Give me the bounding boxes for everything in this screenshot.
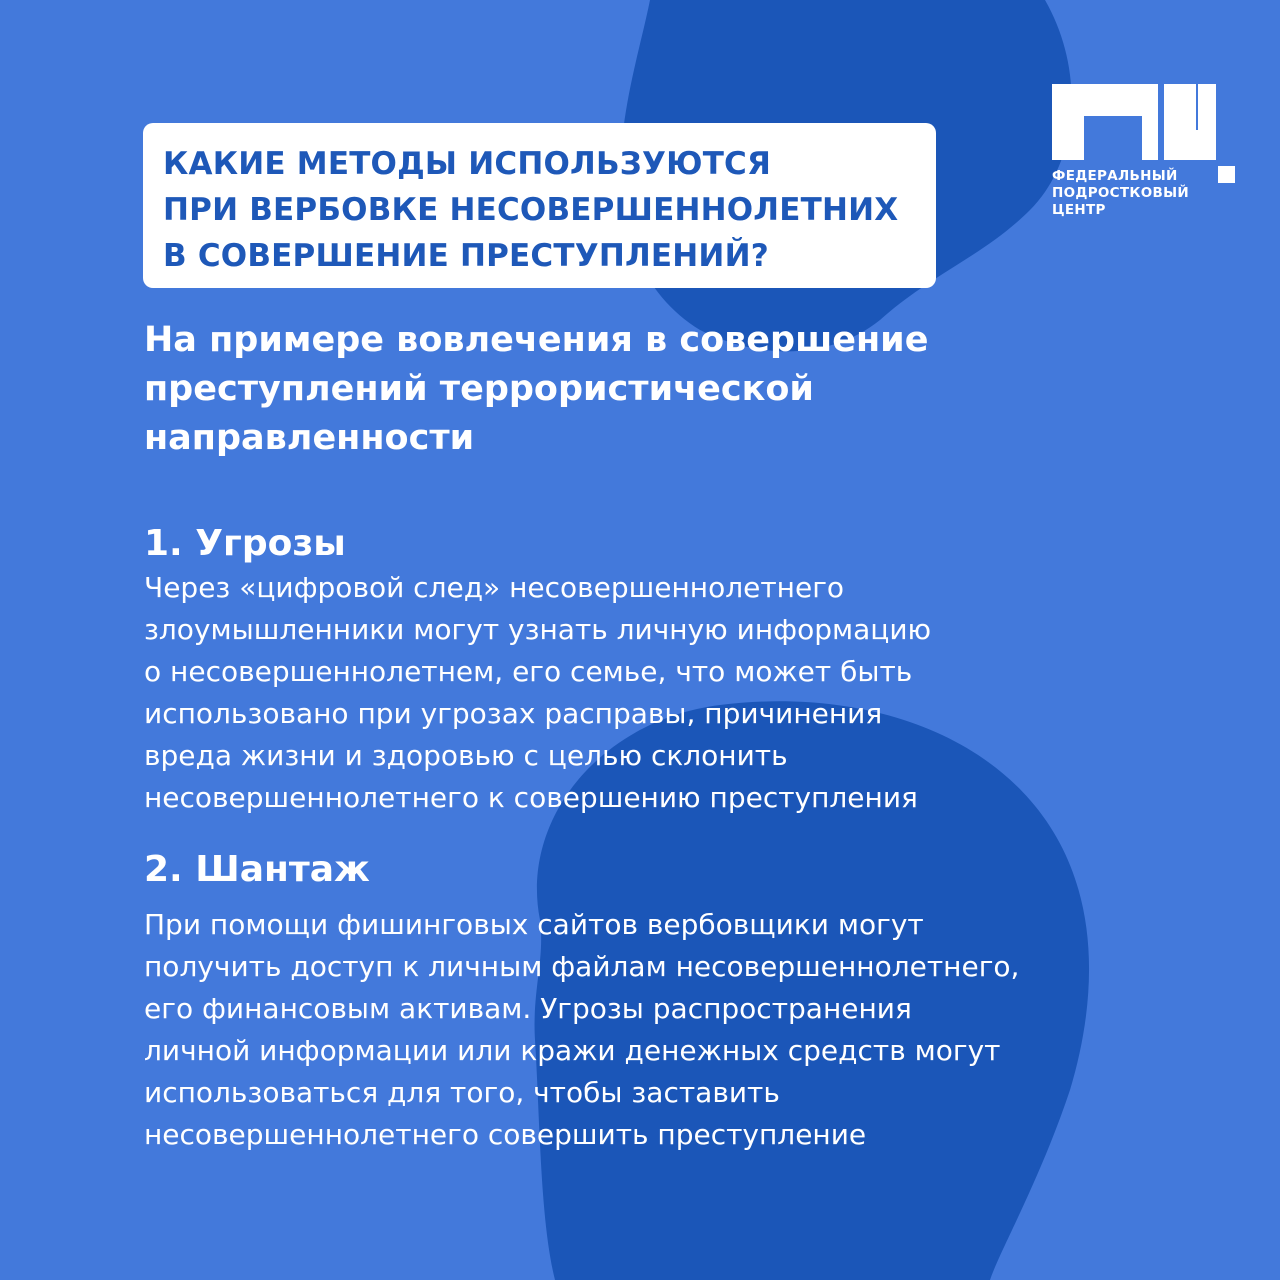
- body-line: личной информации или кражи денежных средств могут: [144, 1034, 1001, 1067]
- section-body-blackmail: [144, 904, 1019, 1156]
- body-line: несовершеннолетнего к совершению преступления: [144, 781, 918, 814]
- logo-line: ЦЕНТР: [1052, 202, 1106, 218]
- body-line: злоумышленники могут узнать личную информацию: [144, 613, 932, 646]
- body-line: его финансовым активам. Угрозы распространения: [144, 992, 912, 1025]
- subtitle-line: На примере вовлечения в совершение: [144, 320, 929, 360]
- logo-line: ФЕДЕРАЛЬНЫЙ: [1052, 168, 1178, 184]
- body-line: вреда жизни и здоровью с целью склонить: [144, 739, 788, 772]
- title-line: КАКИЕ МЕТОДЫ ИСПОЛЬЗУЮТСЯ: [163, 146, 772, 182]
- body-line: Через «цифровой след» несовершеннолетнего: [144, 571, 845, 604]
- title-line: В СОВЕРШЕНИЕ ПРЕСТУПЛЕНИЙ?: [163, 238, 769, 274]
- subtitle: [144, 316, 1124, 463]
- body-line: несовершеннолетнего совершить преступление: [144, 1118, 867, 1151]
- title-box: [143, 123, 936, 288]
- body-line: использовано при угрозах расправы, причинения: [144, 697, 883, 730]
- section-heading-threats: 1. Угрозы: [144, 523, 346, 564]
- body-line: получить доступ к личным файлам несовершеннолетнего,: [144, 950, 1020, 983]
- body-line: использоваться для того, чтобы заставить: [144, 1076, 780, 1109]
- section-body-threats: [144, 567, 931, 819]
- body-line: о несовершеннолетнем, его семье, что может быть: [144, 655, 913, 688]
- logo-line: ПОДРОСТКОВЫЙ: [1052, 185, 1189, 201]
- subtitle-line: направленности: [144, 418, 475, 458]
- title-line: ПРИ ВЕРБОВКЕ НЕСОВЕРШЕННОЛЕТНИХ: [163, 192, 899, 228]
- section-heading-blackmail: 2. Шантаж: [144, 849, 370, 890]
- body-line: При помощи фишинговых сайтов вербовщики могут: [144, 908, 924, 941]
- logo-text: [1052, 168, 1189, 219]
- subtitle-line: преступлений террористической: [144, 369, 814, 409]
